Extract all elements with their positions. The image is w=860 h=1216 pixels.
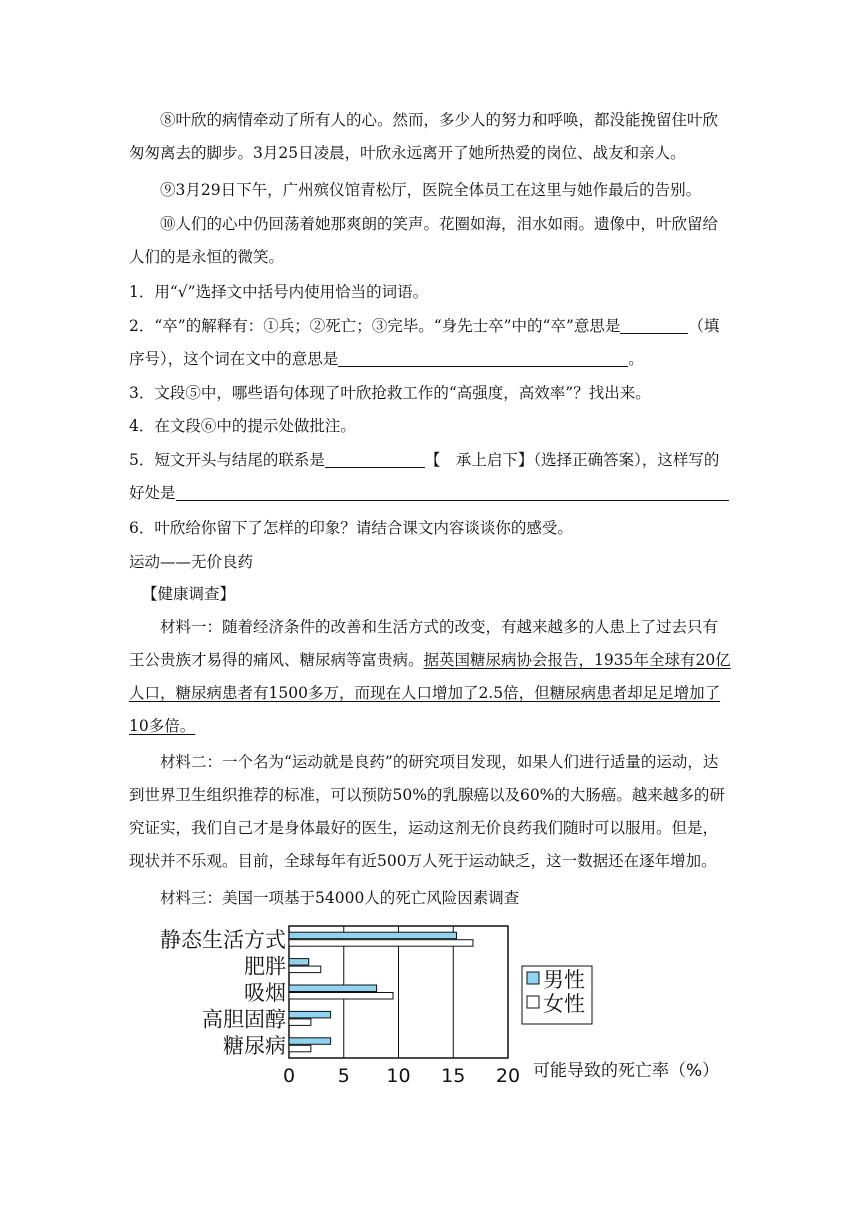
material-3: 材料三：美国一项基于54000人的死亡风险因素调查 [160,889,520,907]
question-5-part-b: 【 承上启下】（选择正确答案），这样写的好处是 [129,451,720,502]
question-1: 1．用“√”选择文中括号内使用恰当的词语。 [129,283,429,301]
material-2: 材料二：一个名为“运动就是良药”的研究项目发现，如果人们进行适量的运动，达到世界卫生组织推荐的标准，可以预防50%的乳腺癌以及60%的大肠癌。越来越多的研究证实，我们自己才是身体最好的医生，运动这剂无价良药我们随时可以服用。但是，现状并不乐观。目前，全球每年有近500万人死于运动缺乏，这一数据还在逐年增加。 [129,753,725,870]
category-label: 静态生活方式 [160,928,286,953]
paragraph-9: ⑨3月29日下午，广州殡仪馆青松厅，医院全体员工在这里与她作最后的告别。 [160,181,702,199]
question-5-part-a: 5．短文开头与结尾的联系是 [129,451,325,469]
bar-male [289,985,377,992]
legend-label: 男性 [543,968,585,992]
legend-label: 女性 [543,992,585,1016]
material-1 [129,611,731,743]
bar-male [289,959,309,966]
category-label: 糖尿病 [223,1033,286,1058]
x-tick-label: 5 [337,1065,350,1087]
question-2-part-c: 。 [628,350,644,368]
bar-male [289,1011,331,1018]
legend-swatch [527,972,539,984]
x-tick-label: 10 [386,1065,411,1087]
paragraph-8: ⑧叶欣的病情牵动了所有人的心。然而，多少人的努力和呼唤，都没能挽留住叶欣匆匆离去的脚步。3月25日凌晨，叶欣永远离开了她所热爱的岗位、战友和亲人。 [129,111,719,162]
bar-female [289,940,473,947]
answer-blank[interactable] [338,348,628,367]
paragraph-10: ⑩人们的心中仍回荡着她那爽朗的笑声。花圈如海，泪水如雨。遗像中，叶欣留给人们的是永恒的微笑。 [129,215,719,266]
question-2-part-b: （填序号），这个词在文中的意思是 [129,317,720,368]
x-tick-label: 0 [282,1065,296,1087]
answer-blank[interactable] [176,482,729,501]
x-axis-label: 可能导致的死亡率（%） [533,1061,720,1081]
answer-blank[interactable] [325,449,425,468]
section-title: 运动——无价良药 [129,553,254,571]
bar-female [289,966,321,973]
bar-male [289,1038,331,1045]
bar-female [289,993,393,1000]
x-tick-label: 20 [495,1065,521,1087]
bar-female [289,1045,311,1052]
x-tick-label: 15 [441,1065,466,1087]
category-label: 肥胖 [244,954,286,979]
category-label: 高胆固醇 [202,1007,286,1032]
question-4: 4．在文段⑥中的提示处做批注。 [129,417,356,435]
category-label: 吸烟 [244,981,286,1005]
bar-male [289,932,457,939]
death-risk-bar-chart [150,916,750,1096]
question-6: 6．叶欣给你留下了怎样的印象？请结合课文内容谈谈你的感受。 [129,519,573,537]
question-2 [129,310,731,376]
legend-swatch [527,996,539,1008]
section-subtitle: 【健康调查】 [142,585,236,603]
bar-female [289,1019,311,1026]
material-1-underlined: 据英国糖尿病协会报告，1935年全球有20亿人口，糖尿病患者有1500多万，而现在人口增加了2.5倍，但糖尿病患者却足足增加了10多倍。 [129,651,731,735]
question-2-part-a: 2．“卒”的解释有：①兵；②死亡；③完毕。“身先士卒”中的“卒”意思是 [129,317,621,335]
question-3: 3．文段⑤中，哪些语句体现了叶欣抢救工作的“高强度，高效率”？找出来。 [129,384,651,402]
material-1-text: 材料一：随着经济条件的改善和生活方式的改变，有越来越多的人患上了过去只有王公贵族才易得的痛风、糖尿病等富贵病。 [129,618,719,669]
question-5 [129,444,731,510]
answer-blank[interactable] [620,315,688,334]
